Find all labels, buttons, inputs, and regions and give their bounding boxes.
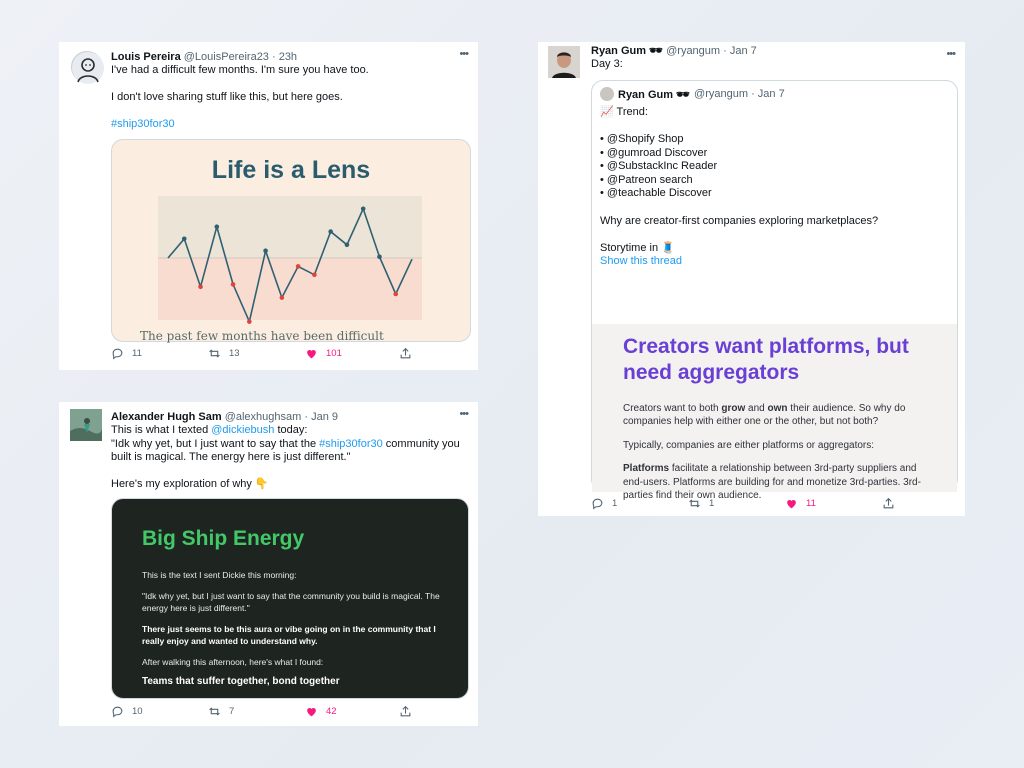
share-button[interactable] [882, 497, 895, 510]
retweet-icon [208, 705, 221, 718]
avatar-photo [70, 409, 102, 441]
retweet-icon [688, 497, 701, 510]
heart-icon [785, 497, 798, 510]
image-title: Life is a Lens [211, 156, 371, 184]
reply-button[interactable] [111, 347, 142, 360]
retweet-count: 7 [229, 706, 235, 717]
image-text [142, 569, 452, 687]
author-name[interactable]: Alexander Hugh Sam [111, 411, 222, 423]
reply-button[interactable] [111, 705, 143, 718]
data-point [280, 295, 285, 300]
tweet-actions [111, 705, 471, 723]
author-handle[interactable]: @LouisPereira23 · 23h [183, 51, 298, 63]
storytime-line: Storytime in 🧵 [600, 241, 675, 254]
data-point [377, 255, 382, 260]
lens-chart [112, 140, 472, 343]
tweet-line: built is magical. The energy here is just different." [111, 451, 351, 463]
data-point [393, 292, 398, 297]
data-point [345, 243, 350, 248]
hashtag-link[interactable]: #ship30for30 [111, 118, 175, 130]
avatar[interactable] [548, 46, 580, 78]
tweet-line: I've had a difficult few months. I'm sure you have too. [111, 64, 369, 76]
tweet-alex[interactable] [59, 402, 478, 726]
image-paragraph: There just seems to be this aura or vibe going on in the community that I really enjoy and wanted to understand why. [142, 623, 436, 646]
reply-icon [111, 347, 124, 360]
quoted-avatar [600, 87, 614, 101]
reply-count: 1 [612, 498, 618, 509]
mention-link[interactable]: @dickiebush [211, 424, 275, 436]
share-button[interactable] [399, 347, 412, 360]
data-point [247, 319, 252, 324]
tweet-actions [591, 497, 959, 515]
retweet-button[interactable] [208, 705, 234, 718]
tweet-image[interactable] [111, 139, 471, 342]
like-count: 11 [806, 498, 816, 509]
quoted-tweet[interactable] [591, 80, 958, 502]
reply-count: 11 [132, 348, 142, 359]
data-point [328, 229, 333, 234]
data-point [361, 207, 366, 212]
tweet-ryan[interactable] [538, 42, 965, 516]
quoted-author-name[interactable]: Ryan Gum 🕶 [618, 88, 691, 101]
share-icon [882, 497, 895, 510]
data-point [231, 282, 236, 287]
reply-icon [111, 705, 124, 718]
tweet-text [111, 424, 467, 492]
question-line: Why are creator-first companies exploring marketplaces? [600, 214, 879, 227]
tweet-image[interactable] [111, 498, 469, 699]
hashtag-link[interactable]: #ship30for30 [319, 437, 383, 450]
data-point [263, 249, 268, 254]
tweet-line: This is what I texted @dickiebush today: [111, 424, 308, 436]
reply-button[interactable] [591, 497, 617, 510]
data-point [312, 273, 317, 278]
tweet-header [111, 50, 467, 64]
tweet-header [111, 410, 467, 424]
tweet-text: Day 3: [591, 58, 623, 70]
avatar-illustration [72, 52, 104, 84]
show-thread-link[interactable]: Show this thread [600, 255, 682, 268]
reply-count: 10 [132, 706, 143, 717]
quoted-tweet-text [600, 106, 950, 269]
author-handle[interactable]: @alexhughsam · Jan 9 [224, 411, 338, 423]
retweet-icon [208, 347, 221, 360]
image-heading: Teams that suffer together, bond together [142, 676, 340, 687]
more-icon[interactable]: ••• [459, 408, 468, 420]
image-paragraph: Platforms facilitate a relationship between 3rd-party suppliers and end-users. Platforms are building for and monetize 3rd-parties. 3rd-parties find their own audience. [623, 463, 921, 502]
author-name[interactable]: Ryan Gum 🕶 [591, 45, 664, 57]
data-point [215, 225, 220, 230]
image-paragraph: After walking this afternoon, here's what I found: [142, 656, 324, 667]
data-point [296, 264, 301, 269]
like-button[interactable] [785, 497, 816, 510]
author-name[interactable]: Louis Pereira [111, 51, 181, 63]
reply-icon [591, 497, 604, 510]
like-count: 101 [326, 348, 342, 359]
trend-item: • @teachable Discover [600, 187, 712, 200]
data-point [198, 285, 203, 290]
trend-line: 📈 Trend: [600, 106, 648, 118]
more-icon[interactable]: ••• [946, 48, 955, 60]
upper-band [158, 196, 422, 258]
data-point [182, 237, 187, 242]
tweet-text [111, 64, 467, 132]
avatar[interactable] [71, 51, 103, 83]
share-icon [399, 347, 412, 360]
image-title: Big Ship Energy [142, 527, 305, 550]
tweet-line: "Idk why yet, but I just want to say that the #ship30for30 community you [111, 437, 460, 450]
trend-item: • @Shopify Shop [600, 133, 684, 146]
lower-band [158, 258, 422, 320]
share-button[interactable] [399, 705, 412, 718]
heart-icon [305, 705, 318, 718]
image-caption: The past few months have been difficult [140, 329, 384, 343]
tweet-header [591, 44, 959, 58]
trend-item: • @SubstackInc Reader [600, 160, 718, 173]
image-title: Creators want platforms, but need aggregators [623, 335, 909, 384]
like-count: 42 [326, 706, 337, 717]
image-paragraph: "Idk why yet, but I just want to say that the community you build is magical. The energy here is just different." [142, 590, 440, 613]
like-button[interactable] [305, 705, 337, 718]
author-handle[interactable]: @ryangum · Jan 7 [666, 45, 757, 57]
tweet-louis[interactable] [59, 42, 478, 370]
retweet-button[interactable] [688, 497, 714, 510]
avatar[interactable] [70, 409, 102, 441]
quoted-tweet-image[interactable] [592, 324, 957, 502]
image-paragraph: Creators want to both grow and own their audience. So why do companies help with either one or the other, but not both? [623, 403, 906, 428]
tweet-line: Here's my exploration of why 👇 [111, 478, 269, 490]
share-icon [399, 705, 412, 718]
trend-item: • @Patreon search [600, 173, 693, 186]
quoted-tweet-header [600, 87, 785, 101]
tweet-line: I don't love sharing stuff like this, but here goes. [111, 91, 343, 103]
tweet-actions [111, 347, 471, 365]
quoted-author-handle[interactable]: @ryangum · Jan 7 [694, 88, 785, 100]
image-paragraph: Typically, companies are either platforms or aggregators: [623, 439, 875, 451]
image-text [623, 402, 933, 512]
image-paragraph: This is the text I sent Dickie this morning: [142, 570, 297, 580]
avatar-photo [548, 46, 580, 78]
heart-icon [305, 347, 318, 360]
more-icon[interactable]: ••• [459, 48, 468, 60]
retweet-button[interactable] [208, 347, 240, 360]
retweet-count: 1 [709, 498, 715, 509]
retweet-count: 13 [229, 348, 240, 359]
trend-item: • @gumroad Discover [600, 146, 708, 159]
like-button[interactable] [305, 347, 342, 360]
